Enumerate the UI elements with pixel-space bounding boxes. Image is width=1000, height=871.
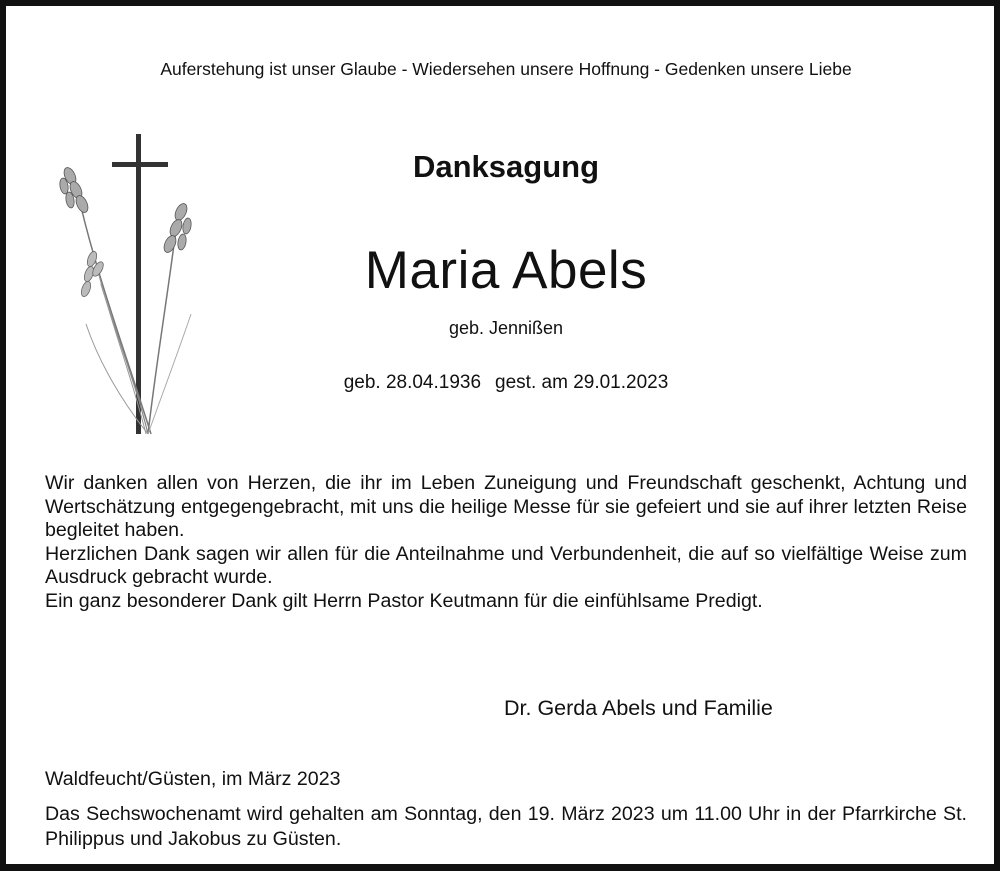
service-notice: Das Sechswochenamt wird gehalten am Sonntag, den 19. März 2023 um 11.00 Uhr in der Pfarrkirche St. Philippus und Jakobus zu Güsten.	[45, 803, 967, 850]
life-dates	[6, 372, 1000, 394]
motto: Auferstehung ist unser Glaube - Wiedersehen unsere Hoffnung - Gedenken unsere Liebe	[160, 59, 852, 79]
thanks-paragraph-1: Wir danken allen von Herzen, die ihr im Leben Zuneigung und Freundschaft geschenkt, Achtung und Wertschätzung entgegengebracht, mit uns die heilige Messe für sie gefeiert und sie auf ihrer letzten Reise begleitet haben.	[45, 472, 967, 541]
death-date: gest. am 29.01.2023	[495, 372, 669, 393]
thanks-text	[45, 472, 967, 613]
maiden-name: geb. Jennißen	[448, 318, 564, 338]
thanks-paragraph-3: Ein ganz besonderer Dank gilt Herrn Pastor Keutmann für die einfühlsame Predigt.	[45, 589, 763, 612]
thanks-paragraph-2: Herzlichen Dank sagen wir allen für die Anteilnahme und Verbundenheit, die auf so vielfältige Weise zum Ausdruck gebracht wurde.	[45, 542, 967, 588]
deceased-name: Maria Abels	[364, 241, 648, 300]
signature: Dr. Gerda Abels und Familie	[504, 696, 773, 720]
title: Danksagung	[412, 149, 600, 184]
birth-date: geb. 28.04.1936	[343, 372, 482, 393]
place-date: Waldfeucht/Güsten, im März 2023	[45, 768, 341, 790]
